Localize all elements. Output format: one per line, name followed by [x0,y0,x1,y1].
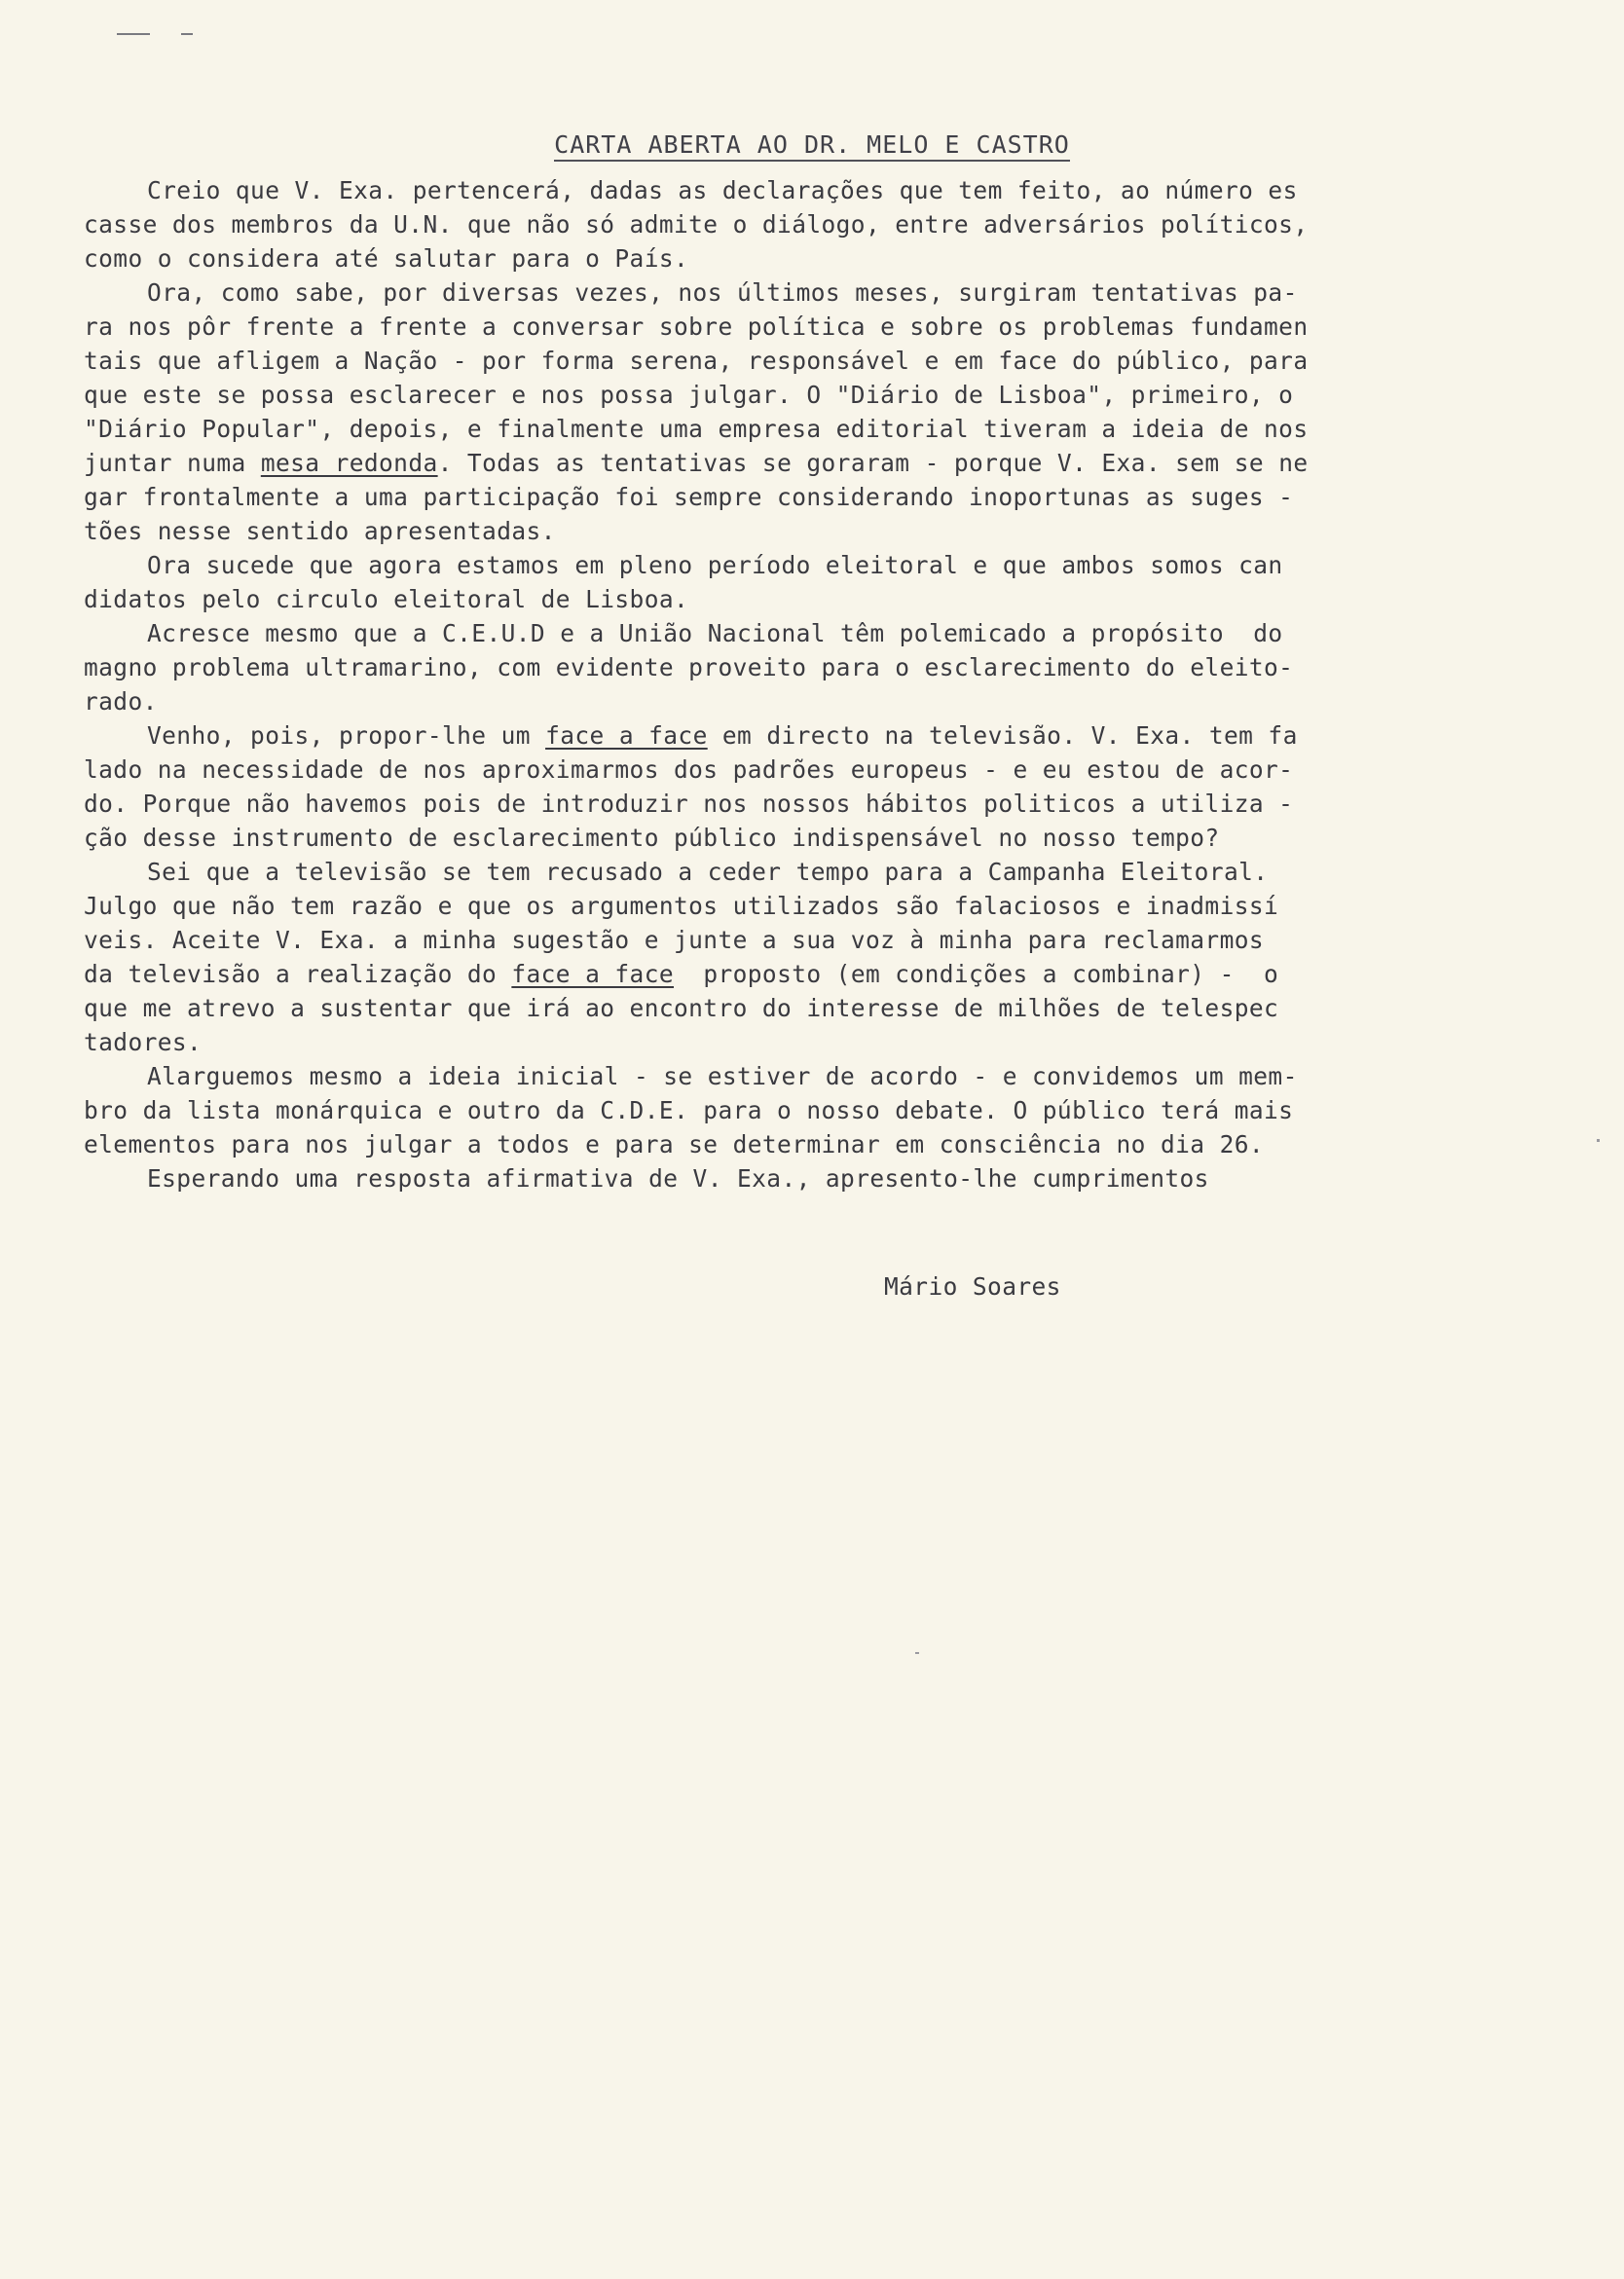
letter-line-text: Alarguemos mesmo a ideia inicial - se estiver de acordo - e convidemos um mem- [147,1062,1298,1090]
paper-speck [915,1652,919,1654]
letter-line [84,1025,1418,1059]
letter-line [84,480,1418,514]
letter-line-text: veis. Aceite V. Exa. a minha sugestão e junte a sua voz à minha para reclamarmos [84,926,1265,954]
letter-line-text: ra nos pôr frente a frente a conversar sobre política e sobre os problemas fundamen [84,312,1309,341]
letter-line [84,1127,1418,1161]
letter-line-text: didatos pelo circulo eleitoral de Lisboa. [84,585,689,613]
letter-line-text: lado na necessidade de nos aproximarmos dos padrões europeus - e eu estou de acor- [84,755,1294,784]
letter-line [84,276,1418,310]
letter-line [84,616,1418,650]
corner-pen-mark [117,33,214,37]
letter-line-text: magno problema ultramarino, com evidente proveito para o esclarecimento do eleito- [84,653,1294,681]
letter-body [84,173,1418,1195]
letter-line [84,514,1418,548]
letter-line-text: Julgo que não tem razão e que os argumentos utilizados são falaciosos e inadmissí [84,892,1279,920]
letter-line-text: Ora, como sabe, por diversas vezes, nos últimos meses, surgiram tentativas pa- [147,278,1298,307]
letter-line [84,310,1418,344]
letter-line [84,923,1418,957]
letter-line-text: Venho, pois, propor-lhe um [147,721,546,750]
letter-line-rest: . Todas as tentativas se goraram - porque V. Exa. sem se ne [437,449,1309,477]
letter-line-text: tões nesse sentido apresentadas. [84,517,556,545]
letter-line [84,582,1418,616]
letter-line [84,684,1418,718]
letter-line-text: Creio que V. Exa. pertencerá, dadas as declarações que tem feito, ao número es [147,176,1298,204]
letter-line-text: tadores. [84,1028,203,1056]
letter-line [84,889,1418,923]
letter-line [84,1161,1418,1195]
letter-line-text: da televisão a realização do [84,960,512,988]
letter-line-text: "Diário Popular", depois, e finalmente uma empresa editorial tiveram a ideia de nos [84,415,1309,443]
letter-line-text: Ora sucede que agora estamos em pleno período eleitoral e que ambos somos can [147,551,1283,579]
letter-line [84,718,1418,753]
letter-line-text: Acresce mesmo que a C.E.U.D e a União Nacional têm polemicado a propósito do [147,619,1283,647]
letter-line [84,344,1418,378]
letter-line-text: elementos para nos julgar a todos e para se determinar em consciência no dia 26. [84,1130,1265,1158]
letter-line [84,753,1418,787]
letter-line-text: tais que afligem a Nação - por forma serena, responsável e em face do público, para [84,347,1309,375]
letter-line-text: rado. [84,687,158,716]
signature: Mário Soares [884,1272,1061,1301]
letter-line-text: gar frontalmente a uma participação foi sempre considerando inoportunas as suges - [84,483,1294,511]
letter-line [84,241,1418,276]
letter-line [84,650,1418,684]
letter-line [84,173,1418,207]
underlined-phrase: face a face [545,721,708,750]
letter-line [84,548,1418,582]
letter-line-text: ção desse instrumento de esclarecimento público indispensável no nosso tempo? [84,824,1220,852]
letter-line [84,991,1418,1025]
letter-line-text: que me atrevo a sustentar que irá ao encontro do interesse de milhões de telespec [84,994,1279,1022]
letter-title [0,130,1624,162]
letter-line-rest: em directo na televisão. V. Exa. tem fa [707,721,1298,750]
letter-line [84,957,1418,991]
letter-line [84,787,1418,821]
letter-line-text: bro da lista monárquica e outro da C.D.E. para o nosso debate. O público terá mais [84,1096,1294,1124]
letter-line-text: do. Porque não havemos pois de introduzir nos nossos hábitos politicos a utiliza - [84,790,1294,818]
underlined-phrase: face a face [511,960,675,988]
letter-line [84,1059,1418,1093]
letter-line-text: juntar numa [84,449,261,477]
letter-line [84,412,1418,446]
underlined-phrase: mesa redonda [260,449,438,477]
letter-line [84,207,1418,241]
letter-line [84,1093,1418,1127]
letter-line-text: casse dos membros da U.N. que não só admite o diálogo, entre adversários políticos, [84,210,1309,239]
letter-line [84,855,1418,889]
letter-line [84,821,1418,855]
letter-line-text: Sei que a televisão se tem recusado a ceder tempo para a Campanha Eleitoral. [147,858,1269,886]
letter-line-text: Esperando uma resposta afirmativa de V. Exa., apresento-lhe cumprimentos [147,1164,1209,1193]
letter-line-rest: proposto (em condições a combinar) - o [674,960,1279,988]
letter-line [84,446,1418,480]
letter-line-text: que este se possa esclarecer e nos possa julgar. O "Diário de Lisboa", primeiro, o [84,381,1294,409]
letter-title-text: CARTA ABERTA AO DR. MELO E CASTRO [554,130,1070,162]
letter-line-text: como o considera até salutar para o País. [84,244,689,273]
paper-speck [1597,1139,1600,1142]
letter-line [84,378,1418,412]
